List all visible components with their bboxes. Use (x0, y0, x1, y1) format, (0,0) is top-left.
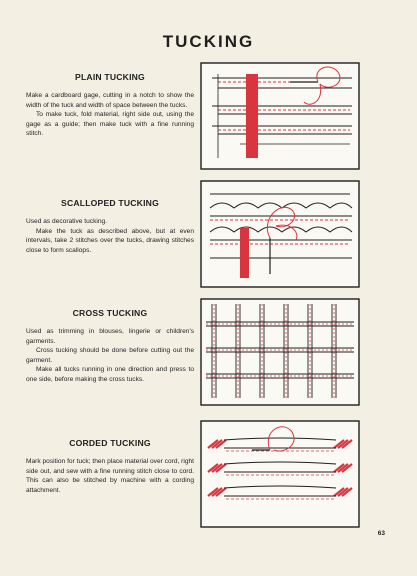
section-heading: CORDED TUCKING (69, 438, 151, 448)
section-scalloped-tucking (26, 198, 194, 255)
section-paragraph: Mark position for tuck; then place material over cord, right side out, and sew with a fine running stitch close to cord. This can also be stitched by machine with a cording attachment. (26, 458, 194, 494)
page-title: TUCKING (162, 32, 255, 51)
section-paragraph: Make a cardboard gage, cutting in a notch to show the width of the tuck and width of space between the tucks. (26, 92, 194, 109)
section-heading: SCALLOPED TUCKING (61, 198, 159, 208)
section-paragraph: Used as decorative tucking. (26, 218, 107, 225)
section-paragraph: Cross tucking should be done before cutting out the garment. (26, 347, 194, 364)
scalloped-tucking-illustration (200, 180, 360, 288)
section-plain-tucking (26, 72, 194, 139)
corded-tucking-illustration (200, 420, 360, 528)
cross-tucking-illustration (200, 298, 360, 406)
section-corded-tucking (26, 438, 194, 495)
section-paragraph: Used as trimming in blouses, lingerie or children's garments. (26, 328, 194, 345)
section-paragraph: To make tuck, fold material, right side out, using the gage as a guide; then make tuck with a fine running stitch. (26, 111, 194, 138)
section-heading: CROSS TUCKING (72, 308, 148, 318)
section-paragraph: Make the tuck as described above, but at even intervals, take 2 stitches over the tucks, drawing stitches close to form scallops. (26, 227, 194, 254)
plain-tucking-illustration (200, 62, 360, 170)
section-paragraph: Make all tucks running in one direction and press to one side, before making the cross tucks. (26, 366, 194, 383)
section-cross-tucking (26, 308, 194, 385)
section-heading: PLAIN TUCKING (75, 72, 145, 82)
page-number: 63 (377, 530, 385, 537)
